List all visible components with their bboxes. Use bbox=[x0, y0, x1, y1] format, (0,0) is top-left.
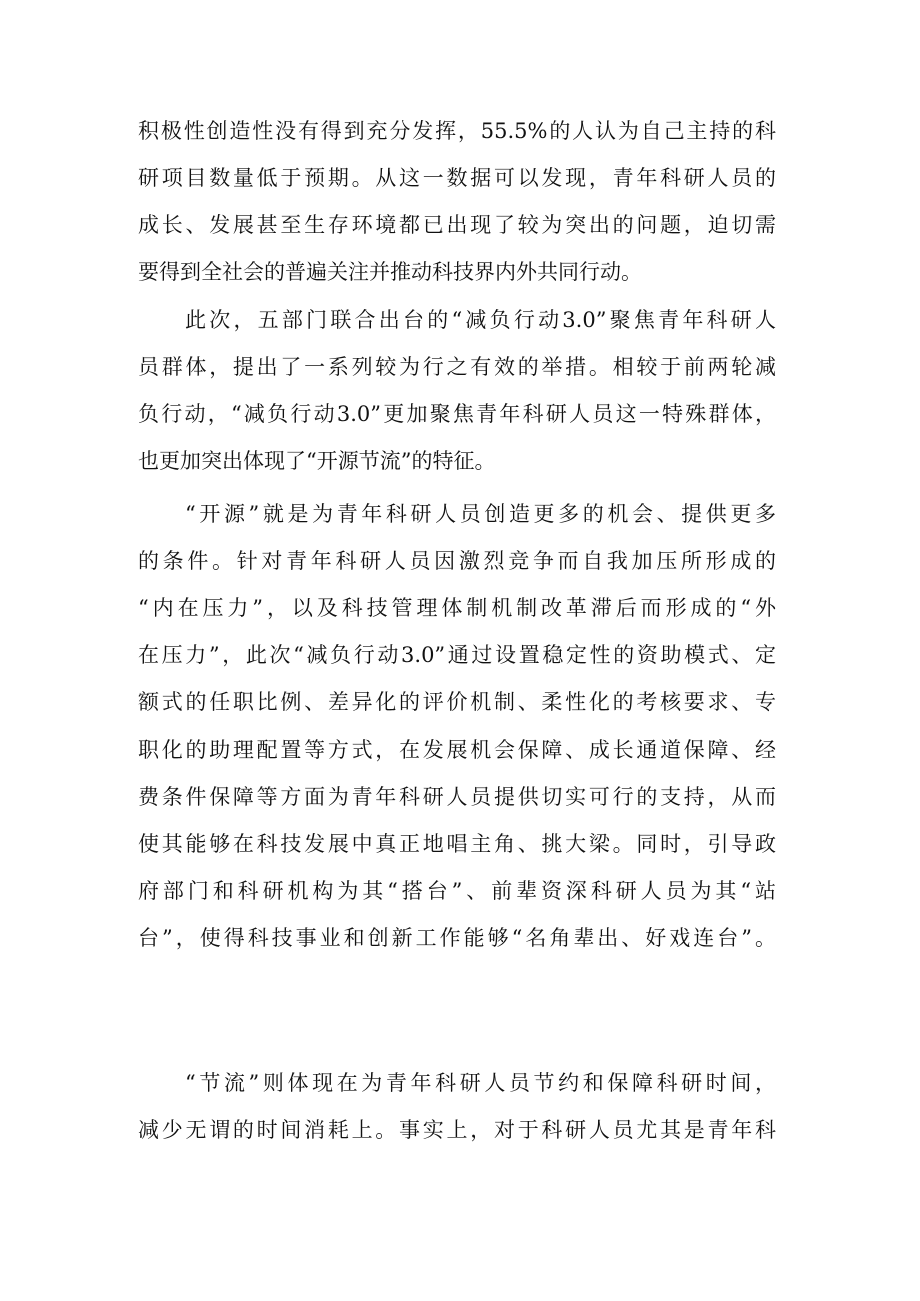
text-line: “节流”则体现在为青年科研人员节约和保障科研时间， bbox=[185, 1071, 776, 1095]
text-line: 台”，使得科技事业和创新工作能够“名角辈出、好戏连台”。 bbox=[138, 926, 776, 950]
text-line: 额式的任职比例、差异化的评价机制、柔性化的考核要求、专 bbox=[138, 690, 776, 714]
text-line: 也更加突出体现了“开源节流”的特征。 bbox=[138, 449, 496, 473]
text-line: “开源”就是为青年科研人员创造更多的机会、提供更多 bbox=[185, 502, 776, 526]
text-line: 在压力”，此次“减负行动3.0”通过设置稳定性的资助模式、定 bbox=[138, 643, 776, 667]
text-line: 积极性创造性没有得到充分发挥，55.5%的人认为自己主持的科 bbox=[138, 119, 776, 143]
text-line: 费条件保障等方面为青年科研人员提供切实可行的支持，从而 bbox=[138, 785, 776, 809]
text-line: 研项目数量低于预期。从这一数据可以发现，青年科研人员的 bbox=[138, 166, 776, 190]
text-line: 要得到全社会的普遍关注并推动科技界内外共同行动。 bbox=[138, 260, 642, 284]
text-line: 此次，五部门联合出台的“减负行动3.0”聚焦青年科研人 bbox=[185, 308, 776, 332]
text-line: 职化的助理配置等方式，在发展机会保障、成长通道保障、经 bbox=[138, 738, 776, 762]
text-line: 使其能够在科技发展中真正地唱主角、挑大梁。同时，引导政 bbox=[138, 832, 776, 856]
text-line: 负行动，“减负行动3.0”更加聚焦青年科研人员这一特殊群体， bbox=[138, 402, 776, 426]
text-line: 府部门和科研机构为其“搭台”、前辈资深科研人员为其“站 bbox=[138, 879, 776, 903]
text-line: 员群体，提出了一系列较为行之有效的举措。相较于前两轮减 bbox=[138, 355, 776, 379]
text-line: 减少无谓的时间消耗上。事实上，对于科研人员尤其是青年科 bbox=[138, 1118, 776, 1142]
text-line: 成长、发展甚至生存环境都已出现了较为突出的问题，迫切需 bbox=[138, 213, 776, 237]
text-line: 的条件。针对青年科研人员因激烈竞争而自我加压所形成的 bbox=[138, 549, 776, 573]
text-line: “内在压力”，以及科技管理体制机制改革滞后而形成的“外 bbox=[138, 596, 776, 620]
